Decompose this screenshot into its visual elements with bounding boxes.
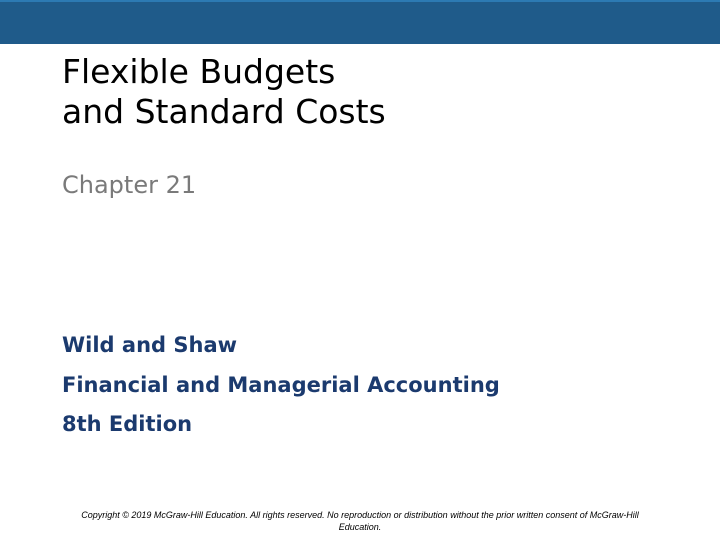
book-title: Financial and Managerial Accounting	[62, 372, 500, 397]
slide-title-line-1: Flexible Budgets	[62, 52, 336, 91]
copyright-notice	[0, 509, 720, 533]
slide-title	[62, 52, 662, 132]
book-edition: 8th Edition	[62, 412, 193, 436]
header-bar	[0, 0, 720, 44]
copyright-line-1: Copyright © 2019 McGraw-Hill Education. All rights reserved. No reproduction or distribution without the prior written consent of McGraw-Hill	[81, 510, 639, 520]
copyright-line-2: Education.	[338, 522, 382, 532]
slide-title-line-2: and Standard Costs	[62, 92, 386, 131]
slide-subtitle: Chapter 21	[62, 171, 197, 199]
author-names: Wild and Shaw	[62, 333, 238, 357]
author-info	[62, 326, 500, 445]
